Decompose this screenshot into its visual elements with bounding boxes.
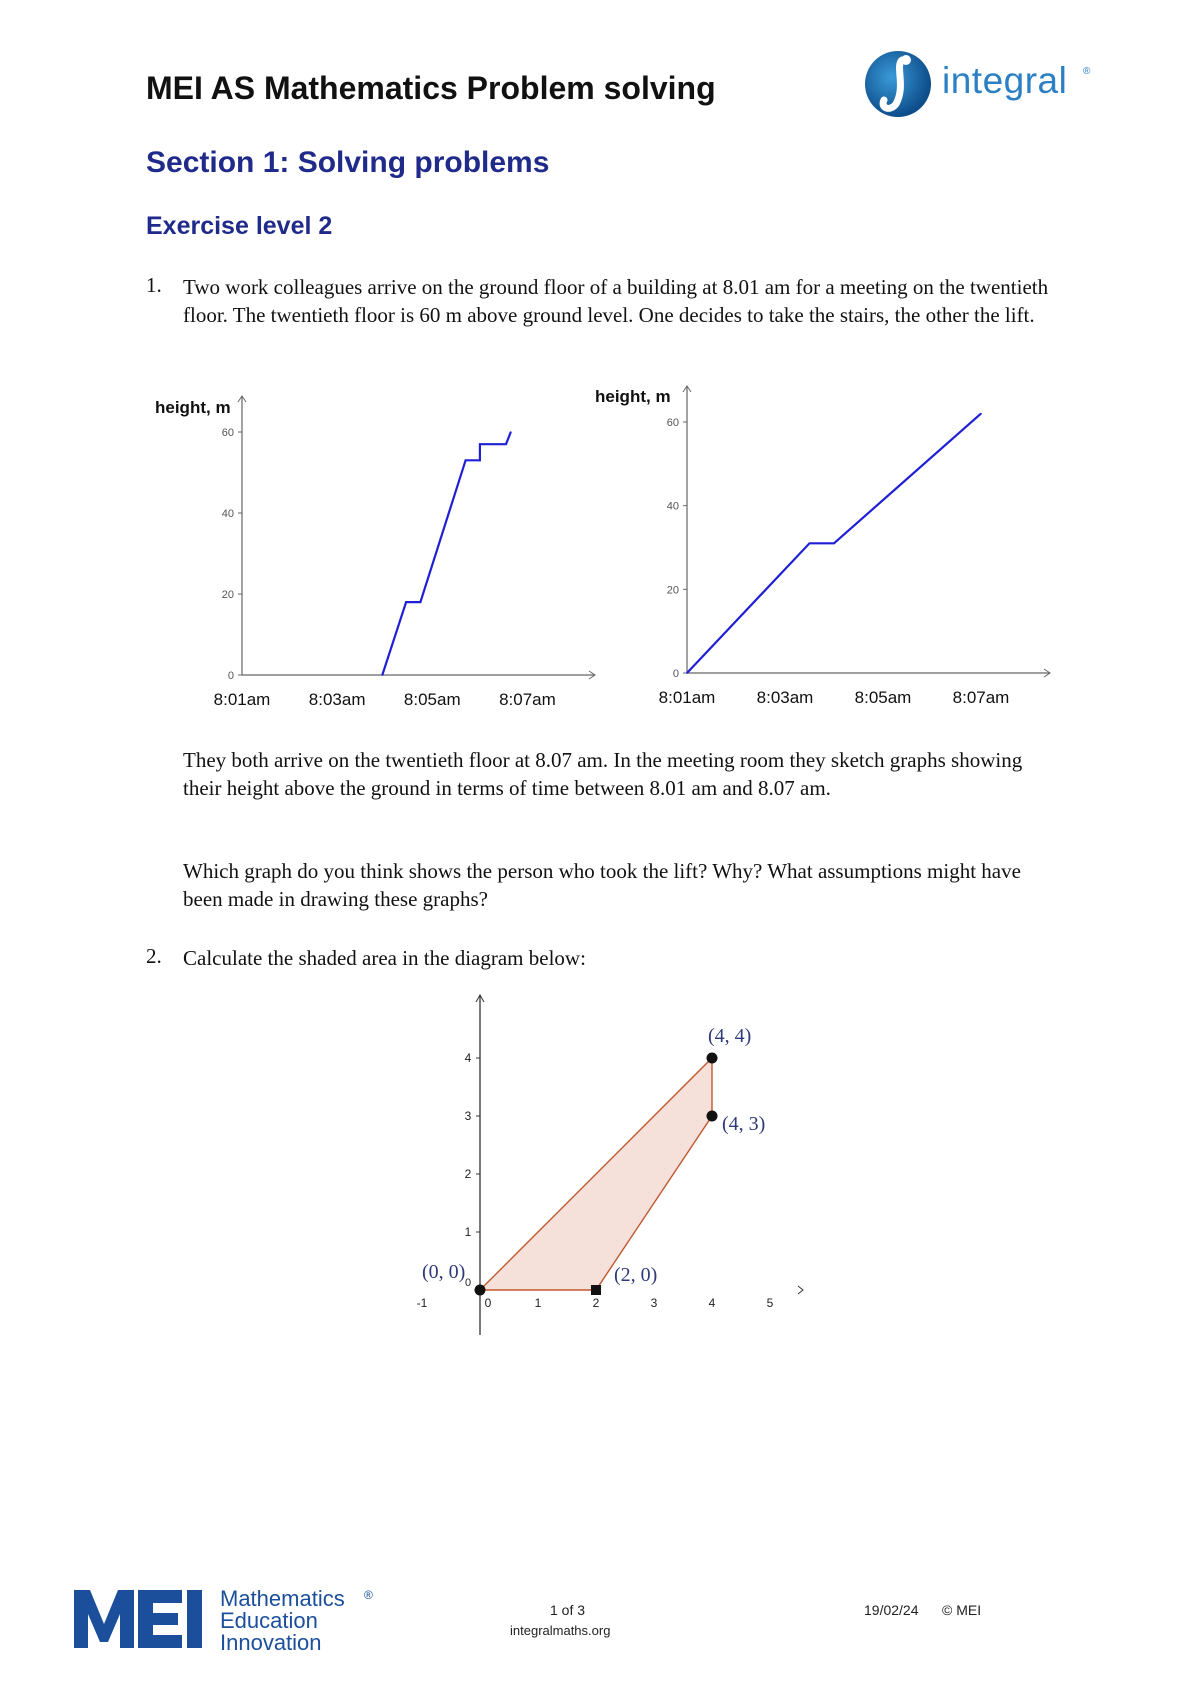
x-tick-label: 8:07am <box>952 688 1010 707</box>
shaded-region <box>480 1058 712 1290</box>
footer-date: 19/02/24 <box>864 1602 919 1618</box>
y-tick-label: 4 <box>464 1051 472 1065</box>
y-tick-label: 0 <box>227 670 234 682</box>
vertex-label: (0, 0) <box>422 1261 466 1283</box>
mei-name-line-1: Mathematics <box>220 1586 345 1611</box>
document-title: MEI AS Mathematics Problem solving <box>146 70 716 106</box>
vertex-point <box>475 1285 486 1296</box>
y-tick-label: 3 <box>464 1109 472 1123</box>
data-point <box>405 601 407 603</box>
x-axis-arrow <box>798 1286 803 1294</box>
x-tick-label: 8:03am <box>756 688 814 707</box>
x-tick-label: -1 <box>416 1296 428 1310</box>
y-axis-label: height, m <box>155 398 231 417</box>
vertex-point <box>707 1053 718 1064</box>
vertex-point <box>591 1285 601 1295</box>
data-point <box>465 460 467 462</box>
integral-logo-text: integral <box>942 60 1068 101</box>
vertex-label: (4, 4) <box>708 1025 752 1047</box>
y-tick-label: 0 <box>464 1277 472 1289</box>
integral-logo-mark: ® <box>1083 66 1091 77</box>
mei-registered-mark: ® <box>364 1588 373 1602</box>
exercise-title: Exercise level 2 <box>146 212 333 240</box>
x-tick-label: 3 <box>650 1296 658 1310</box>
x-tick-label: 2 <box>592 1296 600 1310</box>
question-2-text: Calculate the shaded area in the diagram below: <box>183 946 586 970</box>
data-point <box>510 431 512 433</box>
y-tick-label: 2 <box>464 1167 472 1181</box>
y-tick-label: 20 <box>221 589 234 601</box>
shaded-area-diagram <box>400 990 840 1350</box>
mei-logo <box>74 1588 384 1658</box>
x-tick-label: 8:05am <box>403 690 461 709</box>
mei-name-line-2: Education <box>220 1608 318 1633</box>
vertex-label: (4, 3) <box>722 1113 766 1135</box>
data-point <box>420 601 422 603</box>
question-1-follow-up-1: They both arrive on the twentieth floor at 8.07 am. In the meeting room they sketch graphs showing their height above the ground in terms of time between 8.01 am and 8.07 am. <box>183 748 1023 800</box>
question-2-number: 2. <box>146 944 162 968</box>
question-1-text: Two work colleagues arrive on the ground floor of a building at 8.01 am for a meeting on the twentieth floor. The twentieth floor is 60 m above ground level. One decides to take the stairs, the other the lift. <box>183 275 1049 327</box>
x-tick-label: 8:01am <box>213 690 271 709</box>
y-tick-label: 60 <box>666 417 679 429</box>
data-point <box>382 674 384 676</box>
y-tick-label: 20 <box>666 584 679 597</box>
x-tick-label: 5 <box>766 1296 774 1310</box>
vertex-point <box>707 1111 718 1122</box>
y-tick-label: 60 <box>221 427 234 439</box>
data-point <box>479 460 481 462</box>
question-1-number: 1. <box>146 273 162 297</box>
x-tick-label: 8:03am <box>308 690 366 709</box>
y-axis-label: height, m <box>595 387 671 406</box>
height-time-graph-2 <box>585 375 1055 720</box>
vertex-label: (2, 0) <box>614 1264 658 1286</box>
data-point <box>809 543 811 545</box>
integral-logo <box>862 46 1092 122</box>
page-number: 1 of 3 <box>550 1602 586 1618</box>
x-tick-label: 8:05am <box>854 688 912 707</box>
series-line <box>382 432 511 675</box>
x-tick-label: 0 <box>484 1296 492 1310</box>
height-time-graph-1 <box>140 380 600 720</box>
mei-name-line-3: Innovation <box>220 1630 322 1655</box>
footer-site: integralmaths.org <box>510 1623 611 1638</box>
x-tick-label: 4 <box>708 1296 716 1310</box>
y-tick-label: 40 <box>666 500 679 513</box>
data-point <box>493 443 495 445</box>
footer-copyright: © MEI <box>942 1602 982 1618</box>
x-tick-label: 1 <box>534 1296 542 1310</box>
data-point <box>833 543 835 545</box>
y-tick-label: 40 <box>221 508 234 520</box>
y-tick-label: 0 <box>672 668 679 680</box>
x-tick-label: 8:07am <box>499 690 556 709</box>
data-point <box>686 672 688 674</box>
data-point <box>980 413 982 415</box>
x-tick-label: 8:01am <box>658 688 716 707</box>
section-title: Section 1: Solving problems <box>146 146 550 179</box>
mei-logo-icon <box>74 1588 214 1650</box>
y-tick-label: 1 <box>464 1225 472 1239</box>
question-1-follow-up-2: Which graph do you think shows the person who took the lift? Why? What assumptions might have been made in drawing these graphs? <box>183 859 1021 911</box>
